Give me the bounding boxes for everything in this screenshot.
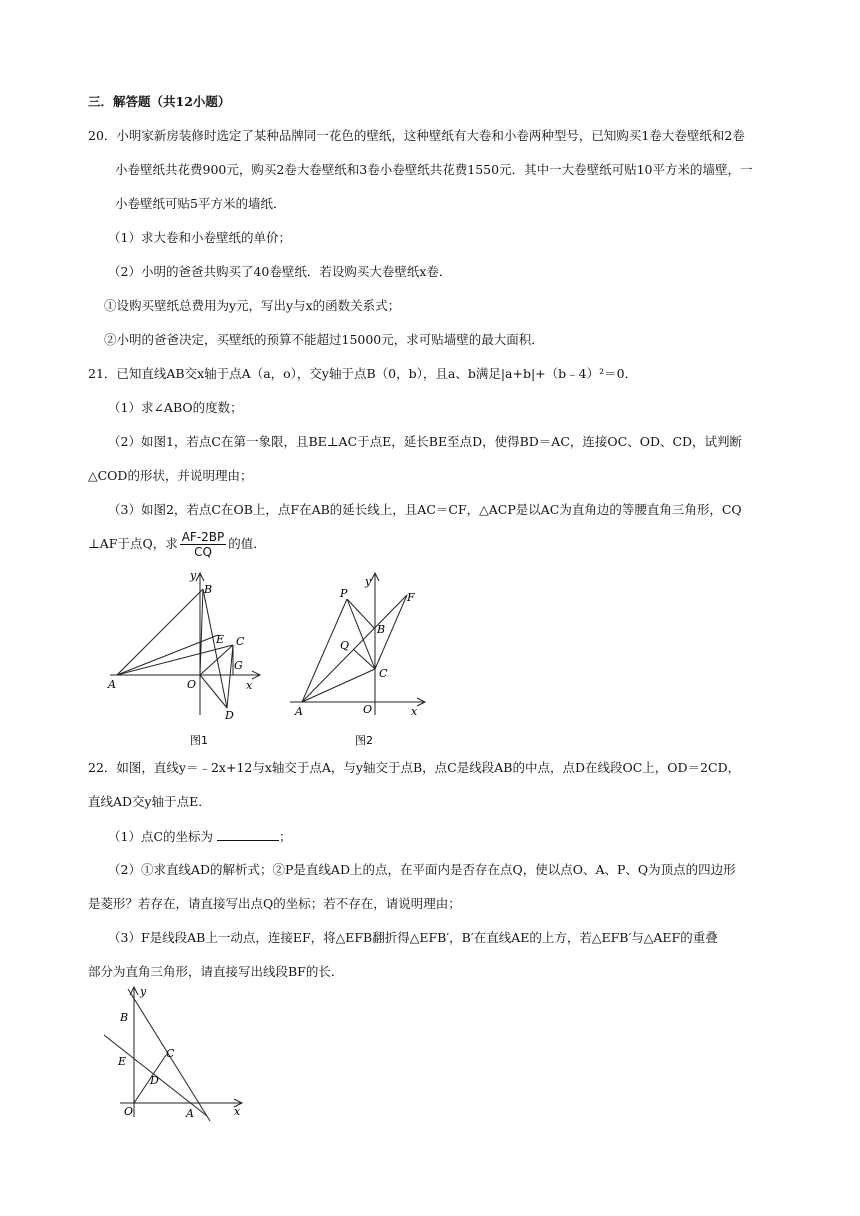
- q22-line-1: 22．如图，直线y＝﹣2x+12与x轴交于点A，与y轴交于点B，点C是线段AB的中点，点D在线段OC上，OD＝2CD，: [88, 760, 741, 775]
- q20-part-2: （2）小明的爸爸共购买了40卷壁纸．若设购买大卷壁纸x卷．: [108, 264, 452, 279]
- q21-fraction: [180, 530, 227, 559]
- q20-sub-2: ②小明的爸爸决定，买壁纸的预算不能超过15000元，求可贴墙壁的最大面积．: [104, 332, 544, 347]
- q21-part-2-line-2: △COD的形状，并说明理由；: [88, 468, 253, 483]
- fig1-caption: 图1: [190, 734, 208, 747]
- fig2-label-q: Q: [340, 639, 350, 652]
- answer-blank[interactable]: [217, 828, 279, 841]
- fraction-numerator: AF-2BP: [181, 530, 225, 544]
- fig1-label-e: E: [216, 633, 225, 646]
- q21-part-3-line-2: [88, 530, 266, 559]
- fig1-label-b: B: [204, 583, 213, 596]
- fig2-label-p: P: [340, 587, 348, 600]
- fig1-label-o: O: [187, 678, 197, 691]
- fig1-label-g: G: [234, 659, 243, 672]
- q22-part-1: [108, 828, 292, 845]
- section-title: 三．解答题（共12小题）: [88, 94, 231, 109]
- fig2-caption: 图2: [355, 734, 373, 747]
- fig1-label-d: D: [225, 709, 234, 722]
- fig1-label-a: A: [108, 678, 116, 691]
- q22-fig-label-d: D: [150, 1074, 159, 1087]
- fig1-label-x: x: [246, 679, 253, 692]
- q20-part-1: （1）求大卷和小卷壁纸的单价；: [108, 230, 291, 245]
- fig2-label-x: x: [411, 705, 418, 718]
- q21-figure-2: [285, 565, 435, 750]
- q22-line-2: 直线AD交y轴于点E．: [88, 794, 211, 809]
- q20-line-2: 小卷壁纸共花费900元，购买2卷大卷壁纸和3卷小卷壁纸共花费1550元．其中一大卷壁纸可贴10平方米的墙壁，一: [115, 162, 753, 177]
- fig2-label-o: O: [363, 703, 373, 716]
- q22-figure: [100, 985, 255, 1125]
- q21-part-3-line-1: （3）如图2，若点C在OB上，点F在AB的延长线上，且AC＝CF，△ACP是以AC为直角边的等腰直角三角形，CQ: [108, 502, 742, 517]
- q22-fig-label-x: x: [234, 1105, 241, 1118]
- q22-fig-label-y: y: [140, 985, 147, 998]
- q22-fig-label-e: E: [118, 1055, 127, 1068]
- q22-part-2-line-1: （2）①求直线AD的解析式；②P是直线AD上的点，在平面内是否存在点Q，使以点O、A、P、Q为顶点的四边形: [108, 862, 736, 877]
- fig2-label-c: C: [379, 667, 388, 680]
- fig2-label-y: y: [365, 575, 372, 588]
- q21-part-3-text-post: 的值．: [228, 536, 266, 551]
- q21-part-2-line-1: （2）如图1，若点C在第一象限，且BE⊥AC于点E，延长BE至点D，使得BD＝AC，连接OC、OD、CD，试判断: [108, 434, 743, 449]
- q22-part-1-end: ；: [279, 829, 292, 844]
- fig2-label-f: F: [407, 591, 415, 604]
- fig1-label-c: C: [236, 635, 245, 648]
- q22-part-2-line-2: 是菱形？若存在，请直接写出点Q的坐标；若不存在，请说明理由；: [88, 896, 461, 911]
- q22-fig-label-c: C: [166, 1047, 175, 1060]
- q22-fig-label-o: O: [124, 1105, 134, 1118]
- fig1-label-y: y: [190, 569, 197, 582]
- q20-sub-1: ①设购买壁纸总费用为y元，写出y与x的函数关系式；: [104, 298, 401, 313]
- q22-fig-label-b: B: [120, 1011, 129, 1024]
- fraction-denominator: CQ: [194, 545, 212, 559]
- fig2-label-a: A: [295, 705, 303, 718]
- q21-part-1: （1）求∠ABO的度数；: [108, 400, 243, 415]
- q22-fig-label-a: A: [186, 1107, 194, 1120]
- q22-part-3-line-1: （3）F是线段AB上一动点，连接EF，将△EFB翻折得△EFB′，B′在直线AE的上方，若△EFB′与△AEF的重叠: [108, 930, 718, 945]
- q22-part-1-text: （1）点C的坐标为: [108, 829, 214, 844]
- q21-part-3-text-pre: ⊥AF于点Q，求: [88, 536, 178, 551]
- q20-line-1: 20．小明家新房装修时选定了某种品牌同一花色的壁纸，这种壁纸有大卷和小卷两种型号，已知购买1卷大卷壁纸和2卷: [88, 128, 745, 143]
- q20-line-3: 小卷壁纸可贴5平方米的墙纸．: [115, 196, 286, 211]
- fig2-label-b: B: [377, 623, 386, 636]
- q21-line-1: 21．已知直线AB交x轴于点A（a，o），交y轴于点B（0，b），且a、b满足|a+b|+（b﹣4）²＝0．: [88, 366, 638, 381]
- q22-part-3-line-2: 部分为直角三角形，请直接写出线段BF的长．: [88, 964, 344, 979]
- q21-figure-1: [100, 565, 270, 750]
